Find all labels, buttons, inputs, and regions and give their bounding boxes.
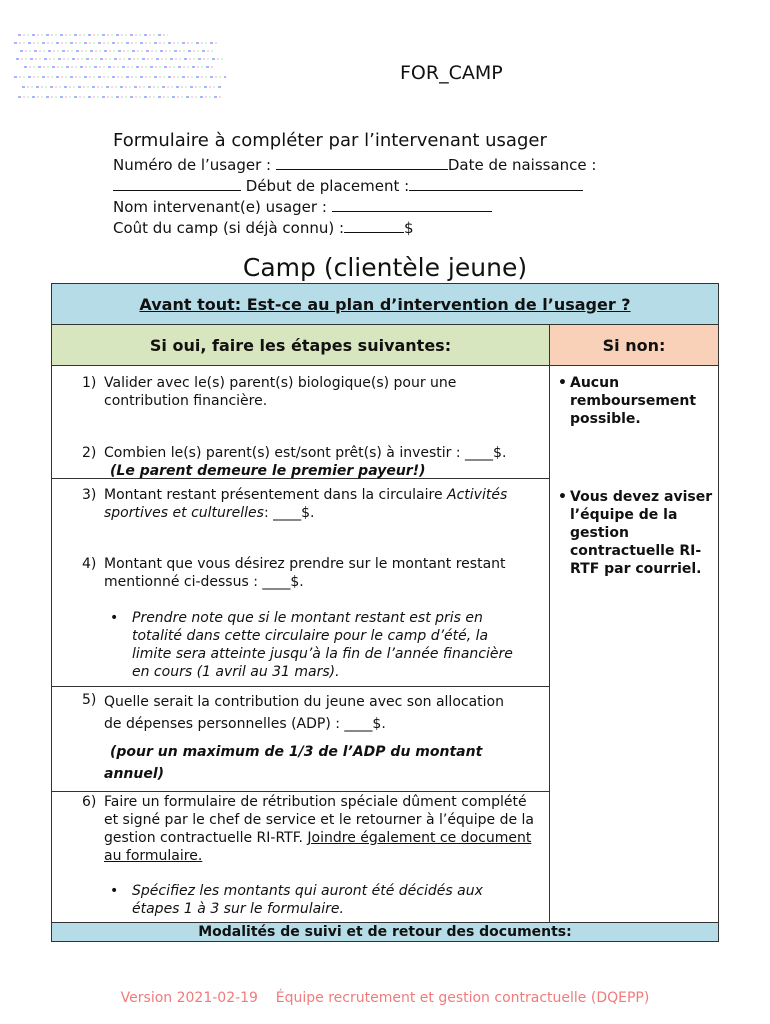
camp-procedure-table — [51, 283, 719, 942]
form-code: FOR_CAMP — [400, 62, 503, 84]
organization-logo — [14, 30, 228, 108]
follow-up-header: Modalités de suivi et de retour des documents: — [52, 922, 718, 941]
step-5-cell — [52, 687, 549, 792]
step-6-bullet: • Spécifiez les montants qui auront été décidés aux étapes 1 à 3 sur le formulaire. — [110, 883, 483, 917]
step-6-cell — [52, 792, 549, 922]
step-5-text: Quelle serait la contribution du jeune avec son allocation de dépenses personnelles (ADP) : ____$. — [104, 694, 504, 732]
no-item-2: • Vous devez aviser l’équipe de la gestion contractuelle RI-RTF par courriel. — [558, 489, 713, 577]
step-2: 2) Combien le(s) parent(s) est/sont prêt(s) à investir : ____$. (Le parent demeure le premier payeur!) — [82, 444, 543, 480]
intro-heading: Formulaire à compléter par l’intervenant usager — [113, 130, 547, 151]
page-title: Camp (clientèle jeune) — [242, 253, 528, 282]
camp-cost-field[interactable] — [344, 219, 404, 233]
camp-cost-line — [113, 218, 733, 239]
step-4-bullet: • Prendre note que si le montant restant est pris en totalité dans cette circulaire pour le camp d’été, la limite sera atteinte jusqu’à la fin de l’année financière en cours (1 avril au 31 mars). — [110, 610, 513, 680]
table-body — [52, 366, 718, 922]
step-5-note: (pour un maximum de 1/3 de l’ADP du montant annuel) — [104, 744, 483, 782]
step-6: 6) Faire un formulaire de rétribution spéciale dûment complété et signé par le chef de service et le retourner à l’équipe de la gestion contractuelle RI-RTF. Joindre également ce document au formulaire. — [82, 793, 543, 865]
placement-start-label: Début de placement : — [245, 177, 410, 195]
no-item-1: • Aucun remboursement possible. — [558, 375, 697, 427]
birth-date-field[interactable] — [113, 177, 241, 191]
camp-cost-label: Coût du camp (si déjà connu) : — [113, 219, 345, 237]
step-4: 4) Montant que vous désirez prendre sur le montant restant mentionné ci-dessus : ____$. — [82, 555, 543, 591]
worker-name-label: Nom intervenant(e) usager : — [113, 198, 327, 216]
step-1: 1) Valider avec le(s) parent(s) biologique(s) pour une contribution financière. — [82, 374, 543, 410]
no-column — [550, 366, 718, 922]
steps-3-4-cell — [52, 479, 549, 687]
step-2-note: (Le parent demeure le premier payeur!) — [110, 463, 426, 479]
user-number-line — [113, 155, 733, 176]
worker-name-field[interactable] — [332, 198, 492, 212]
user-number-label: Numéro de l’usager : — [113, 156, 272, 174]
plan-question-header: Avant tout: Est-ce au plan d’intervention de l’usager ? — [52, 284, 718, 325]
yes-column — [52, 366, 550, 922]
intro-section — [113, 130, 733, 239]
birth-date-label: Date de naissance : — [447, 156, 597, 174]
step-2-text: Combien le(s) parent(s) est/sont prêt(s) à investir : ____$. — [104, 445, 507, 461]
placement-start-field[interactable] — [409, 177, 583, 191]
birth-date-line — [113, 176, 733, 197]
step-3: 3) Montant restant présentement dans la circulaire Activités sportives et culturelles: ____$. — [82, 486, 543, 522]
version-footer: Version 2021-02-19 Équipe recrutement et gestion contractuelle (DQEPP) — [120, 990, 650, 1006]
yes-header: Si oui, faire les étapes suivantes: — [52, 325, 550, 365]
step-3-text: Montant restant présentement dans la circulaire Activités sportives et culturelles: ____$. — [104, 487, 508, 521]
answer-header-row — [52, 325, 718, 366]
step-4-text: Montant que vous désirez prendre sur le montant restant mentionné ci-dessus : ____$. — [104, 556, 506, 590]
step-6-text: Faire un formulaire de rétribution spéciale dûment complété et signé par le chef de service et le retourner à l’équipe de la gestion contractuelle RI-RTF. Joindre également ce document au formulaire. — [104, 794, 534, 864]
step-1-text: Valider avec le(s) parent(s) biologique(s) pour une contribution financière. — [104, 375, 457, 409]
user-number-field[interactable] — [276, 156, 448, 170]
worker-name-line — [113, 197, 733, 218]
steps-1-2-cell — [52, 366, 549, 479]
step-5: 5) Quelle serait la contribution du jeune avec son allocation de dépenses personnelles (ADP) : ____$. (pour un maximum de 1/3 de l’ADP du montant annuel) — [82, 691, 543, 785]
camp-cost-unit: $ — [404, 219, 414, 237]
no-header: Si non: — [550, 325, 718, 365]
